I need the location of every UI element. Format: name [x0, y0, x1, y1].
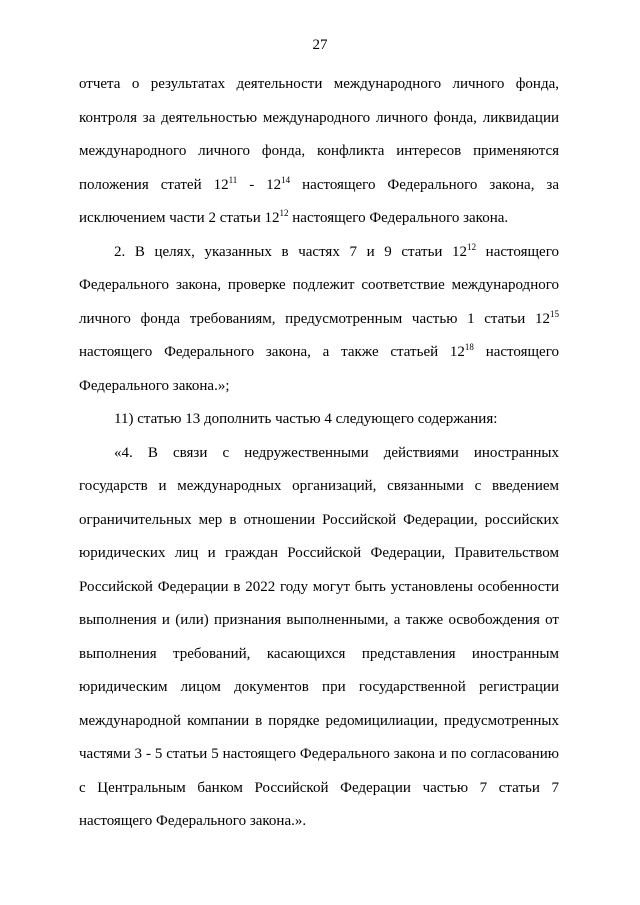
- superscript: 12: [279, 208, 289, 218]
- document-body: [79, 68, 559, 839]
- text-segment: отчета о результатах деятельности международного личного фонда, контроля за деятельностью международного личного фонда, ликвидации международного личного фонда, конфликта интересов применяются положения статей 12: [79, 76, 559, 193]
- paragraph-item-11: 11) статью 13 дополнить частью 4 следующего содержания:: [114, 411, 498, 427]
- text-segment: настоящего Федерального закона, а также статьей 12: [79, 344, 465, 360]
- paragraph-part-4: «4. В связи с недружественными действиями иностранных государств и международных организаций, связанными с введением ограничительных мер в отношении Российской Федерации, российских юридических лиц и граждан Российской Федерации, Правительством Российской Федерации в 2022 году могут быть установлены особенности выполнения и (или) признания выполненными, а также освобождения от выполнения требований, касающихся представления иностранным юридическим лицом документов при государственной регистрации международной компании в порядке редомицилиации, предусмотренных частями 3 - 5 статьи 5 настоящего Федерального закона и по согласованию с Центральным банком Российской Федерации частью 7 статьи 7 настоящего Федерального закона.».: [79, 444, 559, 829]
- text-segment: настоящего Федерального закона.: [288, 210, 509, 226]
- text-segment: 2. В целях, указанных в частях 7 и 9 статьи 12: [114, 243, 468, 260]
- text-segment: настоящего Федерального закона.»;: [79, 344, 559, 394]
- superscript: 18: [464, 342, 474, 352]
- paragraph-part-2: [79, 236, 559, 404]
- superscript: 14: [281, 174, 291, 185]
- text-segment: - 12: [237, 176, 282, 193]
- superscript: 15: [550, 308, 559, 319]
- paragraph-continuation: [79, 68, 559, 236]
- text-segment: настоящего Федерального закона, проверке подлежит соответствие международного личного фонда требованиям, предусмотренным частью 1 статьи 12: [79, 243, 559, 327]
- page-number: 27: [312, 37, 328, 53]
- superscript: 12: [467, 241, 477, 252]
- text-segment: настоящего Федерального закона, за исключением части 2 статьи 12: [79, 176, 559, 226]
- superscript: 11: [228, 174, 238, 185]
